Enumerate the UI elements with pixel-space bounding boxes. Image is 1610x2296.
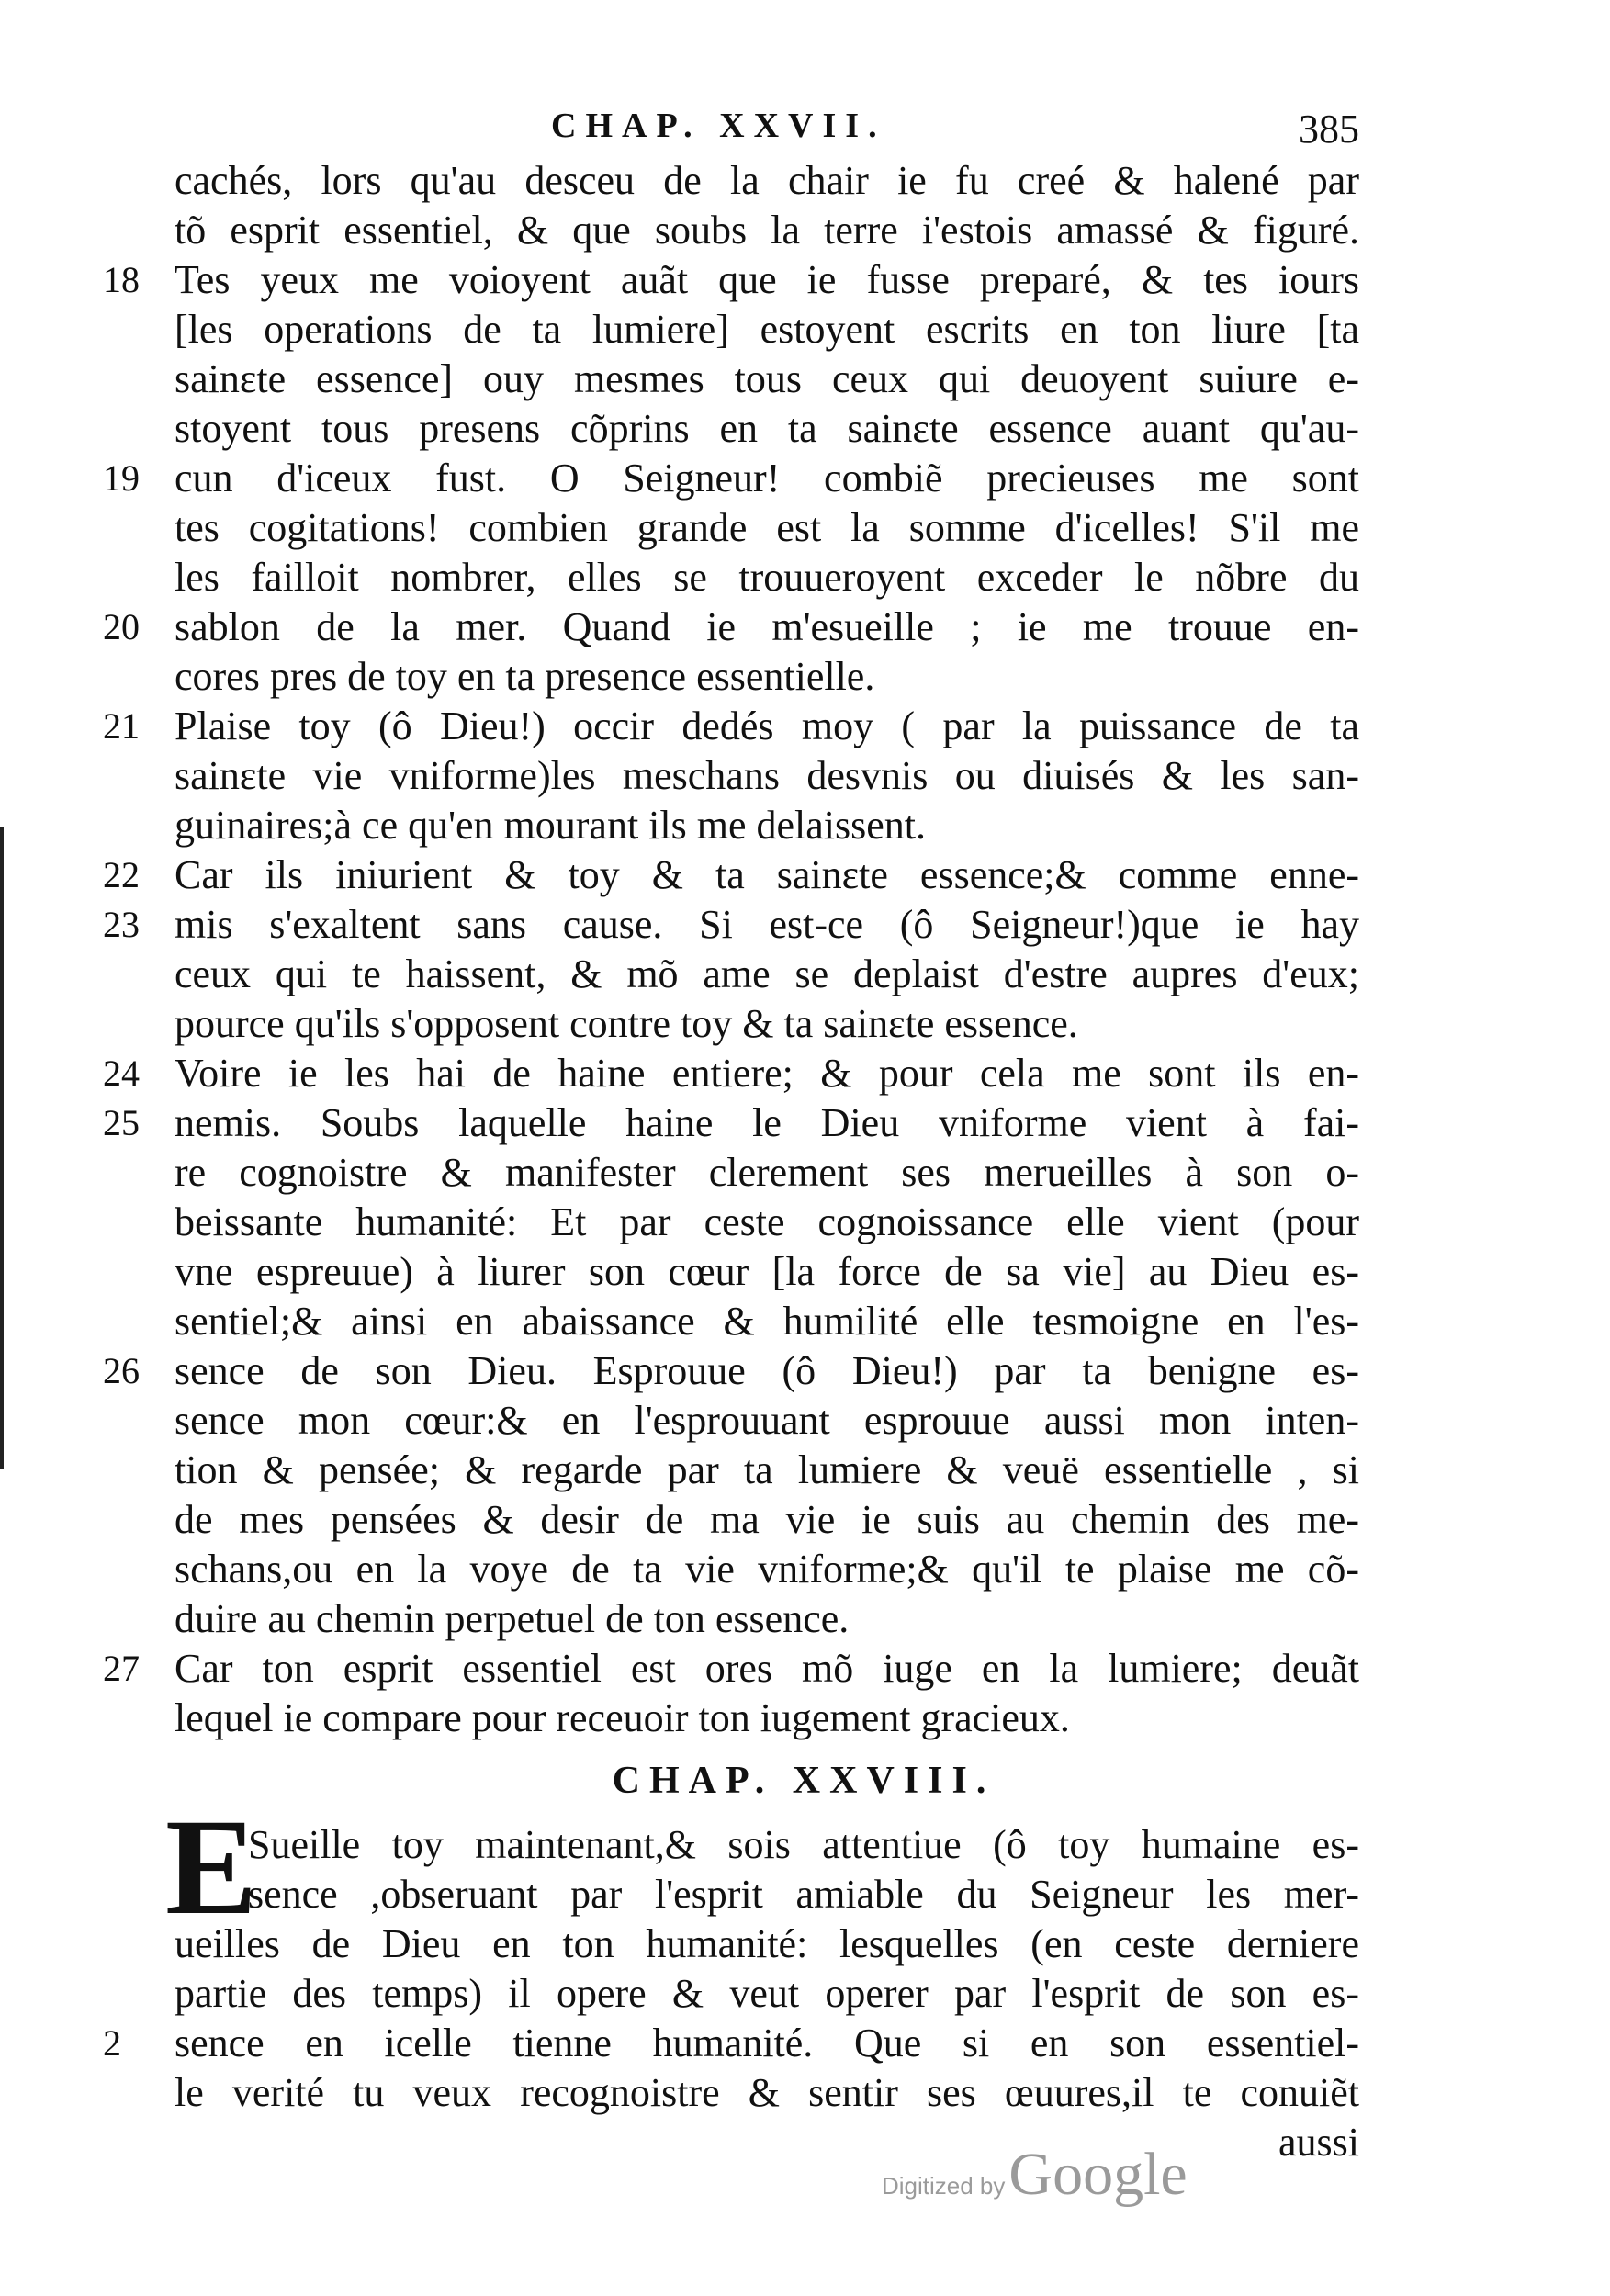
text-line: Tes yeux me voioyent auãt que ie fusse preparé, & tes iours [175,257,1359,302]
text-line: cachés, lors qu'au descеu de la chair ie fu creé & halené par [175,158,1359,203]
catchword: aussi [1278,2120,1359,2165]
verse-number: 20 [103,606,140,647]
text-line: cun d'iceux fust. O Seigneur! combiẽ precieuses me sont [175,456,1359,501]
text-line: tõ esprit essentiel, & que soubs la terre i'estois amassé & figuré. [175,208,1359,253]
page-number: 385 [1299,107,1359,152]
text-line: lequel ie compare pour receuoir ton iugement gracieux. [175,1695,1070,1740]
text-line: vne espreuue) à liurer son cœur [la force de sa vie] au Dieu es- [175,1249,1359,1294]
verse-number: 26 [103,1350,140,1391]
digitized-watermark [882,2140,1341,2213]
text-line: sence de son Dieu. Esprouue (ô Dieu!) par ta benigne es- [175,1348,1359,1393]
text-line: sence ,obseruant par l'esprit amiable du Seigneur les mer- [248,1872,1359,1917]
text-line: de mes pensées & desir de ma vie ie suis au chemin des me- [175,1497,1359,1542]
verse-number: 22 [103,854,140,895]
text-line: Car ton esprit essentiel est ores mõ iuge en la lumiere; deuãt [175,1646,1359,1691]
text-line: ceux qui te haissent, & mõ ame se deplaist d'estre aupres d'eux; [175,951,1359,996]
text-line: Sueille toy maintenant,& sois attentiue (ô toy humaine es- [248,1822,1359,1867]
text-line: pource qu'ils s'opposent contre toy & ta sainɛte essence. [175,1001,1078,1046]
text-line: Plaise toy (ô Dieu!) occir dedés moy ( par la puissance de ta [175,703,1359,748]
text-line: duire au chemin perpetuel de ton essence. [175,1596,850,1641]
drop-initial: E [165,1791,258,1943]
text-line: le verité tu veux recognoistre & sentir ses œuures,il te conuiẽt [175,2070,1359,2115]
page-edge-shadow [0,827,4,1469]
verse-number: 19 [103,457,140,499]
verse-number: 18 [103,259,140,300]
verse-number: 27 [103,1648,140,1689]
text-line: re cognoistre & manifester clerement ses merueilles à son o- [175,1150,1359,1195]
text-line: stoyent tous presens cõprins en ta sainɛte essence auant qu'au- [175,406,1359,451]
text-line: [les operations de ta lumiere] estoyent escrits en ton liure [ta [175,307,1359,352]
text-line: nemis. Soubs laquelle haine le Dieu vniforme vient à fai- [175,1100,1359,1145]
text-line: sainɛte essence] ouy mesmes tous ceux qui deuoyent suiure e- [175,356,1359,401]
verse-number: 25 [103,1102,140,1143]
watermark-prefix: Digitized by [882,2172,1006,2200]
text-line: schans,ou en la voye de ta vie vniforme;& qu'il te plaise me cõ- [175,1547,1359,1592]
text-line: sence mon cœur:& en l'esprouuant esprouue aussi mon inten- [175,1398,1359,1443]
text-line: sentiel;& ainsi en abaissance & humilité elle tesmoigne en l'es- [175,1299,1359,1344]
verse-number: 21 [103,705,140,747]
text-line: sence en icelle tienne humanité. Que si en son essentiel- [175,2020,1359,2065]
verse-number: 2 [103,2022,121,2064]
text-line: beissante humanité: Et par ceste cognoissance elle vient (pour [175,1199,1359,1244]
text-line: les failloit nombrer, elles se trouueroyent exceder le nõbre du [175,555,1359,600]
text-line: ueilles de Dieu en ton humanité: lesquelles (en ceste derniere [175,1921,1359,1966]
running-head: CHAP. XXVII. [551,107,886,145]
text-line: Voire ie les hai de haine entiere; & pour cela me sont ils en- [175,1051,1359,1096]
page-header [551,106,1359,161]
text-line: partie des temps) il opere & veut operer par l'esprit de son es- [175,1971,1359,2016]
text-line: sablon de la mer. Quand ie m'esueille ; ie me trouue en- [175,604,1359,649]
chapter-title: CHAP. XXVIII. [612,1760,996,1802]
verse-number: 24 [103,1052,140,1094]
text-line: tes cogitations! combien grande est la somme d'icelles! S'il me [175,505,1359,550]
text-line: Car ils iniurient & toy & ta sainɛte essence;& comme enne- [175,852,1359,897]
text-line: tion & pensée; & regarde par ta lumiere & veuë essentielle , si [175,1447,1359,1492]
text-line: mis s'exaltent sans cause. Si est-ce (ô Seigneur!)que ie hay [175,902,1359,947]
text-line: cores pres de toy en ta presence essentielle. [175,654,875,699]
text-line: guinaires;à ce qu'en mourant ils me delaissent. [175,803,927,848]
google-logo: Google [1008,2141,1188,2208]
verse-number: 23 [103,904,140,945]
text-line: sainɛte vie vniforme)les meschans desvnis ou diuisés & les san- [175,753,1359,798]
